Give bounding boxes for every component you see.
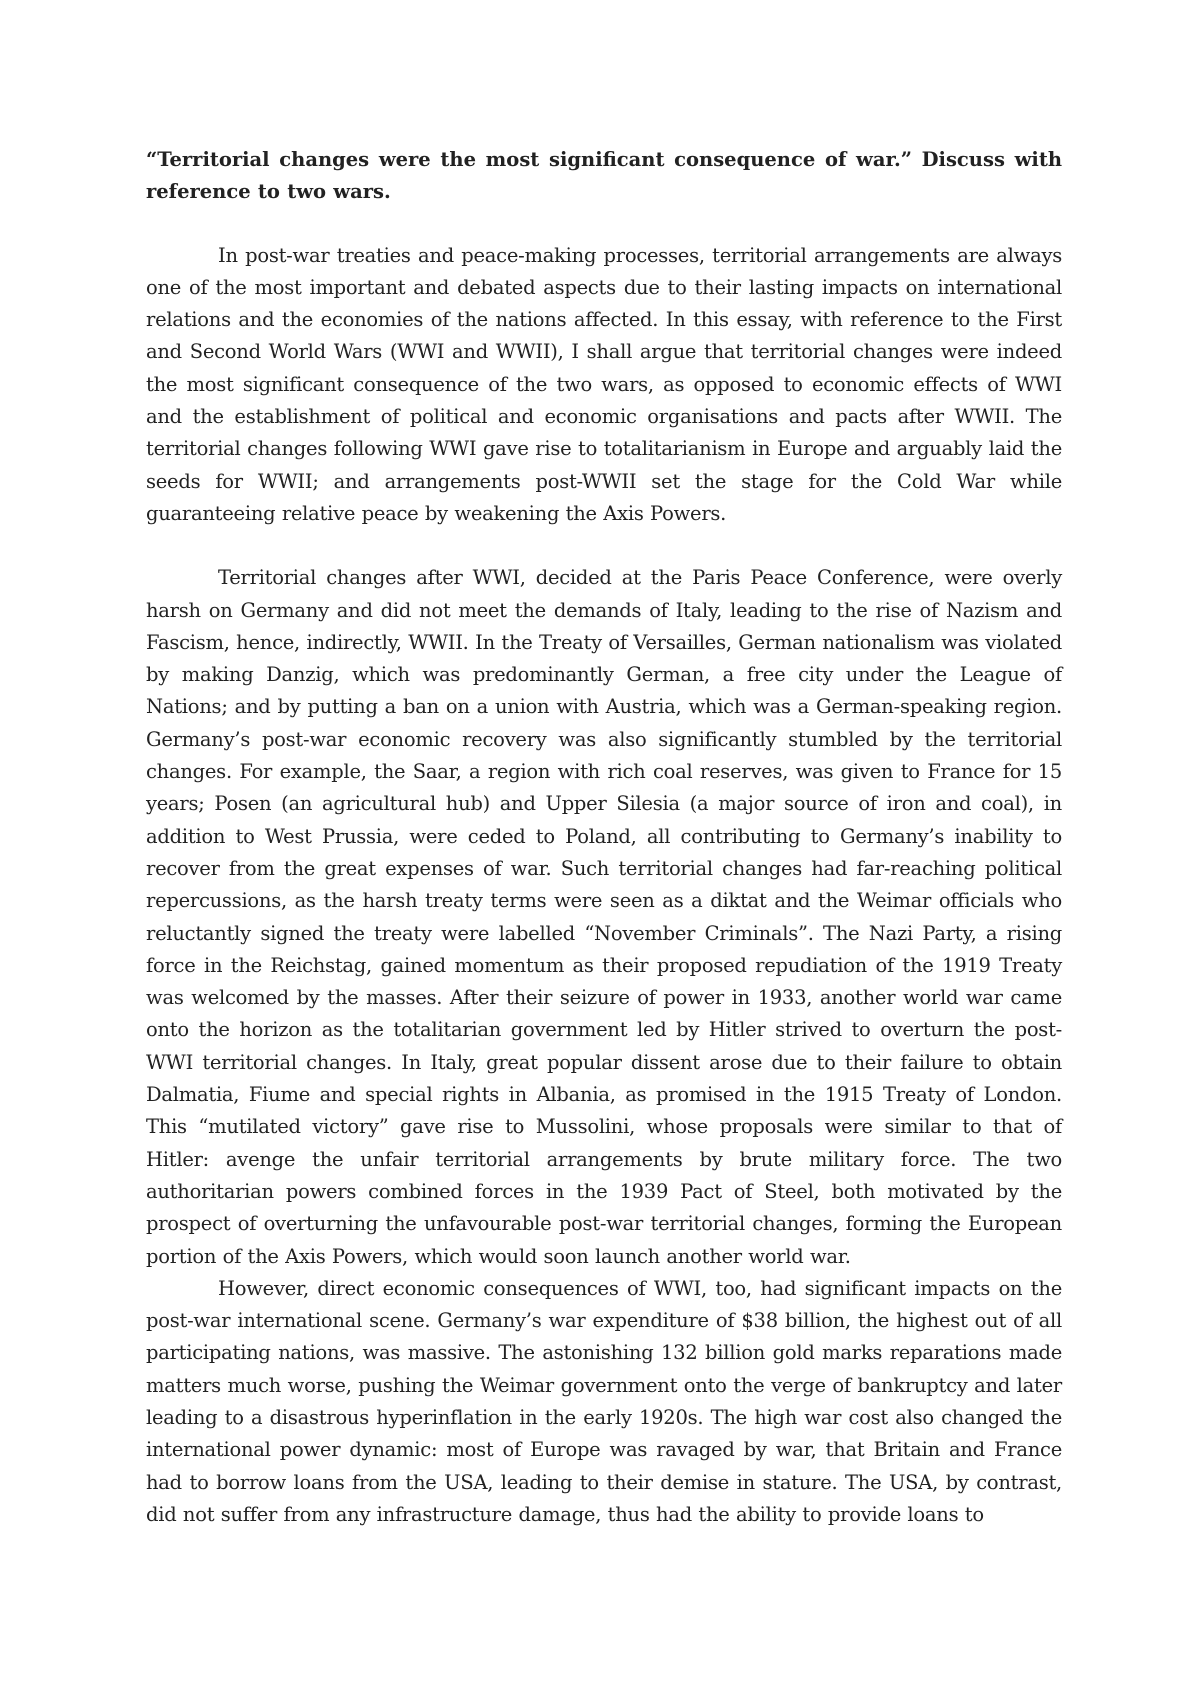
essay-body bbox=[146, 144, 1062, 1531]
essay-paragraph-territorial-wwi: Territorial changes after WWI, decided at the Paris Peace Conference, were overly harsh on Germany and did not meet the demands of Italy, leading to the rise of Nazism and Fascism, hence, indirectly, WWII. In the Treaty of Versailles, German nationalism was violated by making Danzig, which was predominantly German, a free city under the League of Nations; and by putting a ban on a union with Austria, which was a German-speaking region. Germany’s post-war economic recovery was also significantly stumbled by the territorial changes. For example, the Saar, a region with rich coal reserves, was given to France for 15 years; Posen (an agricultural hub) and Upper Silesia (a major source of iron and coal), in addition to West Prussia, were ceded to Poland, all contributing to Germany’s inability to recover from the great expenses of war. Such territorial changes had far-reaching political repercussions, as the harsh treaty terms were seen as a diktat and the Weimar officials who reluctantly signed the treaty were labelled “November Criminals”. The Nazi Party, a rising force in the Reichstag, gained momentum as their proposed repudiation of the 1919 Treaty was welcomed by the masses. After their seizure of power in 1933, another world war came onto the horizon as the totalitarian government led by Hitler strived to overturn the post-WWI territorial changes. In Italy, great popular dissent arose due to their failure to obtain Dalmatia, Fiume and special rights in Albania, as promised in the 1915 Treaty of London. This “mutilated victory” gave rise to Mussolini, whose proposals were similar to that of Hitler: avenge the unfair territorial arrangements by brute military force. The two authoritarian powers combined forces in the 1939 Pact of Steel, both motivated by the prospect of overturning the unfavourable post-war territorial changes, forming the European portion of the Axis Powers, which would soon launch another world war. bbox=[146, 566, 1062, 1268]
essay-title: “Territorial changes were the most significant consequence of war.” Discuss with reference to two wars. bbox=[146, 148, 1062, 204]
essay-paragraph-economic-wwi: However, direct economic consequences of WWI, too, had significant impacts on the post-war international scene. Germany’s war expenditure of $38 billion, the highest out of all participating nations, was massive. The astonishing 132 billion gold marks reparations made matters much worse, pushing the Weimar government onto the verge of bankruptcy and later leading to a disastrous hyperinflation in the early 1920s. The high war cost also changed the international power dynamic: most of Europe was ravaged by war, that Britain and France had to borrow loans from the USA, leading to their demise in stature. The USA, by contrast, did not suffer from any infrastructure damage, thus had the ability to provide loans to bbox=[146, 1276, 1062, 1526]
essay-paragraph-intro: In post-war treaties and peace-making processes, territorial arrangements are always one of the most important and debated aspects due to their lasting impacts on international relations and the economies of the nations affected. In this essay, with reference to the First and Second World Wars (WWI and WWII), I shall argue that territorial changes were indeed the most significant consequence of the two wars, as opposed to economic effects of WWI and the establishment of political and economic organisations and pacts after WWII. The territorial changes following WWI gave rise to totalitarianism in Europe and arguably laid the seeds for WWII; and arrangements post-WWII set the stage for the Cold War while guaranteeing relative peace by weakening the Axis Powers. bbox=[146, 243, 1062, 525]
